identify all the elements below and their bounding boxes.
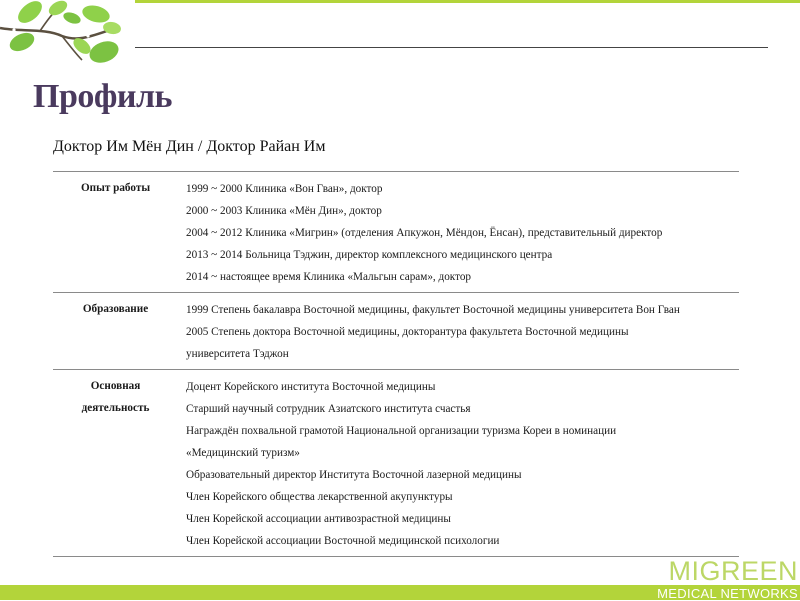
top-accent-bar [135,0,800,3]
list-item: 2005 Степень доктора Восточной медицины, докторантура факультета Восточной медицины [186,326,629,338]
header-divider [135,47,768,48]
section-label-line: деятельность [81,402,150,414]
brand-logo [657,558,798,601]
list-item: Член Корейской ассоциации антивозрастной медицины [186,513,451,525]
section-items [178,370,739,556]
list-item: 1999 ~ 2000 Клиника «Вон Гван», доктор [186,183,383,195]
list-item: Член Корейского общества лекарственной акупунктуры [186,491,453,503]
list-item: 1999 Степень бакалавра Восточной медицины, факультет Восточной медицины университета Вон Гван [186,304,680,316]
list-item: Награждён похвальной грамотой Национальной организации туризма Кореи в номинации [186,425,617,437]
section-items [178,293,739,369]
list-item: Доцент Корейского института Восточной медицины [186,381,436,393]
section-main-activity [53,369,739,557]
profile-table [53,171,739,557]
logo-tagline: MEDICAL NETWORKS [657,586,798,601]
list-item: Член Корейской ассоциации Восточной медицинской психологии [186,535,500,547]
list-item: университета Тэджон [186,348,289,360]
list-item: Образовательный директор Института Восточной лазерной медицины [186,469,522,481]
list-item: 2000 ~ 2003 Клиника «Мён Дин», доктор [186,205,382,217]
section-label-line: Основная [90,380,141,392]
page-subtitle: Доктор Им Мён Дин / Доктор Райан Им [53,138,326,155]
section-label: Образование [82,303,149,315]
page-title: Профиль [33,78,173,115]
list-item: Старший научный сотрудник Азиатского института счастья [186,403,471,415]
list-item: 2013 ~ 2014 Больница Тэджин, директор комплексного медицинского центра [186,249,553,261]
section-experience [53,171,739,292]
section-items [178,172,739,292]
section-education [53,292,739,369]
logo-wordmark: MIGREEN [668,556,798,586]
list-item: 2014 ~ настоящее время Клиника «Мальгын сарам», доктор [186,271,472,283]
list-item: 2004 ~ 2012 Клиника «Мигрин» (отделения Апкужон, Мёндон, Ёнсан), представительный директор [186,227,663,239]
list-item: «Медицинский туризм» [186,447,300,459]
leafy-branch-icon [0,0,135,75]
section-label: Опыт работы [80,182,151,194]
section-label [53,370,178,556]
